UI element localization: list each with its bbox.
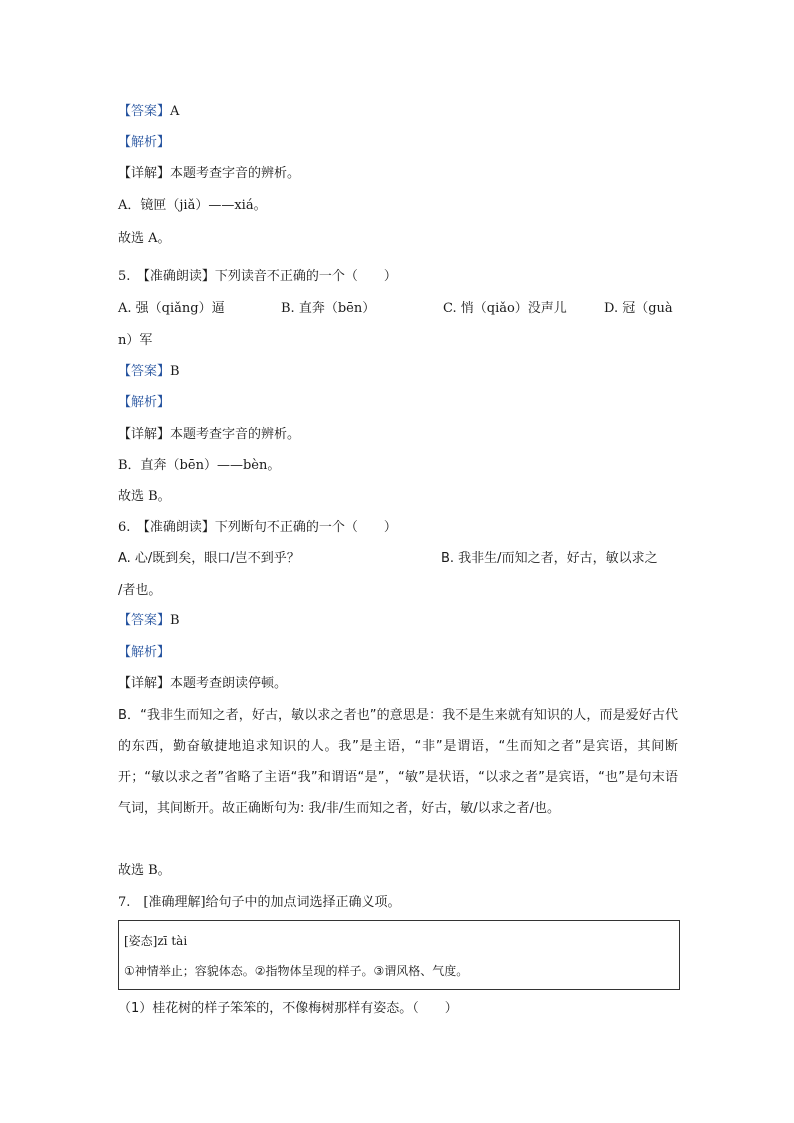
answer-value: A (170, 104, 180, 119)
q6-detail-line (118, 675, 287, 693)
q6-question: 6. 【准确朗读】下列断句不正确的一个（ ） (118, 520, 397, 535)
box-definitions: ①神情举止；容貌体态。②指物体呈现的样子。③谓风格、气度。 (124, 964, 469, 978)
q4-correction: A．镜匣（jiǎ）——xiá。 (118, 198, 267, 213)
q7-subquestion-1: （1）桂花树的样子笨笨的，不像梅树那样有姿态。（ ） (118, 1001, 458, 1016)
detail-text: 本题考查朗读停顿。 (170, 676, 288, 691)
q6-analysis-tag: 【解析】 (118, 645, 171, 660)
q6-option-b-continued: /者也。 (118, 583, 162, 598)
q6-option-b: B. 我非生/而知之者，好古，敏以求之 (441, 551, 658, 566)
q6-conclusion: 故选 B。 (118, 863, 171, 878)
q5-detail-line (118, 426, 300, 444)
answer-tag: 【答案】 (118, 104, 171, 119)
q4-conclusion: 故选 A。 (118, 231, 171, 246)
q5-analysis-tag: 【解析】 (118, 395, 171, 410)
detail-tag: 【详解】 (118, 676, 171, 691)
answer-tag: 【答案】 (118, 364, 171, 379)
q4-detail-line (118, 165, 300, 183)
q5-option-c: C. 悄（qiǎo）没声儿 (443, 301, 567, 316)
q4-answer-line (118, 103, 179, 121)
q5-option-d-continued: n）军 (118, 333, 153, 348)
q6-explanation: B．“我非生而知之者，好古，敏以求之者也”的意思是：我不是生来就有知识的人，而是爱好古代的东西，勤奋敏捷地追求知识的人。我”是主语，“非”是谓语，“生而知之者”是宾语，其间断开；“敏以求之者”省略了主语“我”和谓语“是”，“敏”是状语，“以求之者”是宾语，“也”是句末语气词，其间断开。故正确断句为: 我/非/生而知之者，好古，敏/以求之者/也。 (118, 708, 678, 816)
q5-conclusion: 故选 B。 (118, 489, 171, 504)
detail-text: 本题考查字音的辨析。 (170, 166, 301, 181)
q7-question: 7. [准确理解]给句子中的加点词选择正确义项。 (118, 895, 401, 910)
detail-tag: 【详解】 (118, 166, 171, 181)
q5-option-b: B. 直奔（bēn） (281, 301, 376, 316)
definition-box (118, 920, 680, 990)
q5-option-a: A. 强（qiǎng）逼 (118, 301, 225, 316)
detail-tag: 【详解】 (118, 427, 171, 442)
box-headword: [姿态]zī tài (124, 934, 188, 948)
q6-answer-line (118, 612, 180, 630)
q5-correction: B．直奔（bēn）——bèn。 (118, 458, 281, 473)
q4-analysis-tag: 【解析】 (118, 135, 171, 150)
q5-option-d: D. 冠（guà (604, 301, 673, 316)
detail-text: 本题考查字音的辨析。 (170, 427, 301, 442)
q6-option-a: A. 心/既到矣，眼口/岂不到乎？ (118, 551, 300, 566)
q5-answer-line (118, 363, 180, 381)
answer-tag: 【答案】 (118, 613, 171, 628)
answer-value: B (170, 613, 180, 628)
q5-question: 5. 【准确朗读】下列读音不正确的一个（ ） (118, 269, 397, 284)
answer-value: B (170, 364, 180, 379)
